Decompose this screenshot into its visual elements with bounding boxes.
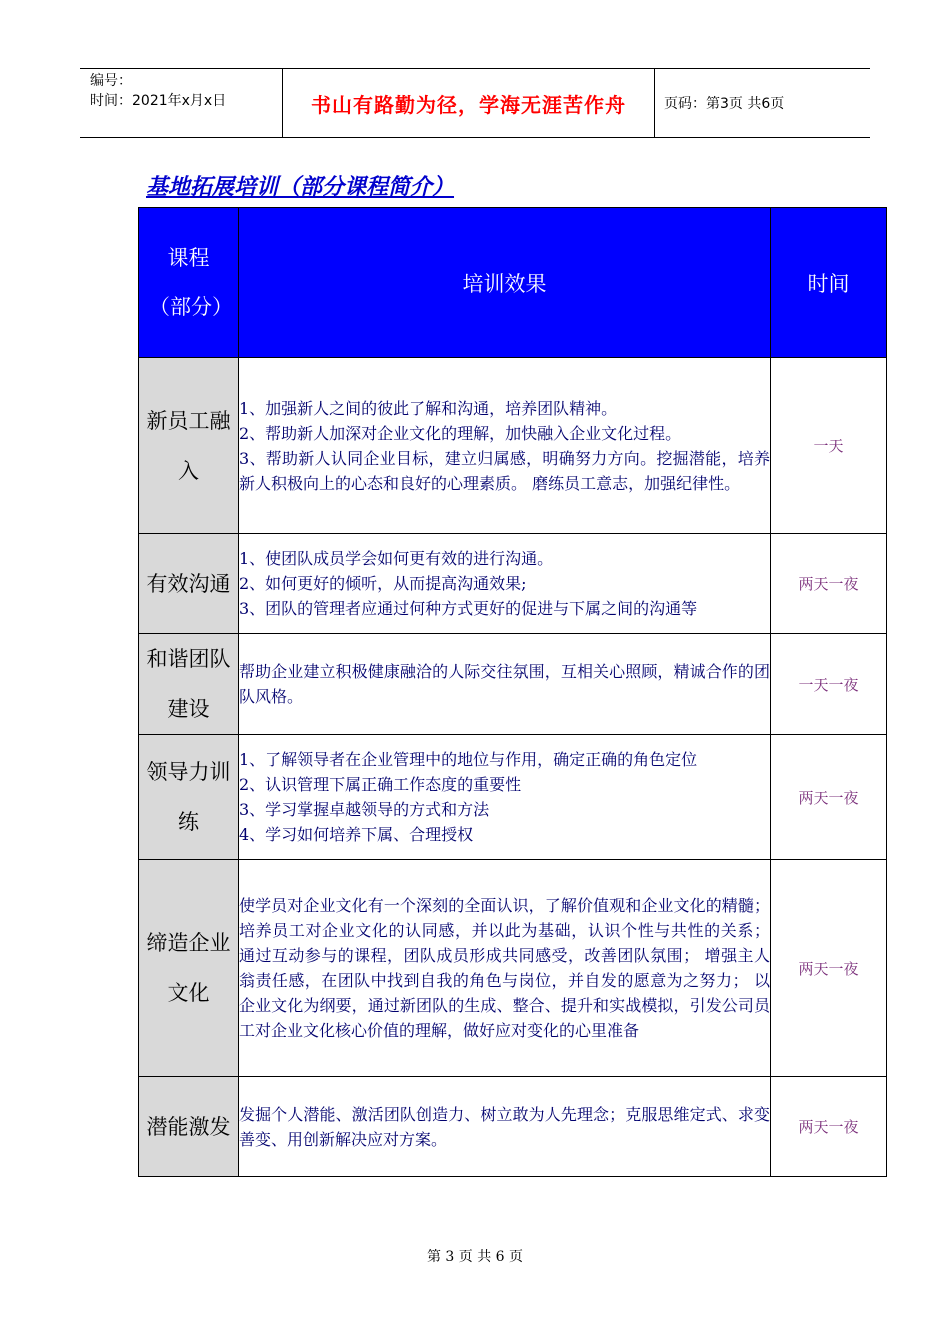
table-row bbox=[139, 358, 887, 534]
course-duration: 两天一夜 bbox=[771, 534, 887, 634]
course-effect bbox=[239, 534, 771, 634]
effect-line: 使学员对企业文化有一个深刻的全面认识，了解价值观和企业文化的精髓； 培养员工对企业文化的认同感，并以此为基础，认识个性与共性的关系； 通过互动参与的课程，团队成员形成共同感受，改善团队氛围； 增强主人翁责任感，在团队中找到自我的角色与岗位，并自发的愿意为之努力； 以企业文化为纲要，通过新团队的生成、整合、提升和实战模拟，引发公司员工对企业文化核心价值的理解，做好应对变化的心里准备 bbox=[239, 896, 770, 1040]
course-duration: 两天一夜 bbox=[771, 860, 887, 1077]
effect-line: 发掘个人潜能、激活团队创造力、树立敢为人先理念；克服思维定式、求变善变、用创新解决应对方案。 bbox=[239, 1104, 770, 1149]
page-footer: 第 3 页 共 6 页 bbox=[426, 1249, 524, 1265]
effect-line: 2、帮助新人加深对企业文化的理解，加快融入企业文化过程。 bbox=[239, 423, 682, 443]
header-divider bbox=[654, 69, 655, 137]
header-time: 时间 bbox=[771, 208, 887, 358]
table-row bbox=[139, 1077, 887, 1177]
effect-line: 4、学习如何培养下属、合理授权 bbox=[239, 825, 474, 844]
course-duration: 一天一夜 bbox=[771, 634, 887, 735]
header-motto: 书山有路勤为径，学海无涯苦作舟 bbox=[311, 92, 626, 117]
course-table bbox=[138, 207, 887, 1177]
course-name: 有效沟通 bbox=[139, 534, 239, 634]
course-effect bbox=[239, 860, 771, 1077]
course-name: 新员工融入 bbox=[139, 358, 239, 534]
effect-line: 2、如何更好的倾听，从而提高沟通效果; bbox=[239, 574, 527, 593]
course-name: 缔造企业文化 bbox=[139, 860, 239, 1077]
course-name: 领导力训练 bbox=[139, 735, 239, 860]
header-meta bbox=[90, 71, 280, 111]
course-duration: 两天一夜 bbox=[771, 735, 887, 860]
table-row bbox=[139, 735, 887, 860]
effect-line: 3、团队的管理者应通过何种方式更好的促进与下属之间的沟通等 bbox=[239, 599, 698, 618]
document-title: 基地拓展培训（部分课程简介） bbox=[146, 174, 455, 200]
course-name: 潜能激发 bbox=[139, 1077, 239, 1177]
course-effect bbox=[239, 634, 771, 735]
table-row bbox=[139, 860, 887, 1077]
effect-line: 3、学习掌握卓越领导的方式和方法 bbox=[239, 800, 490, 819]
effect-line: 帮助企业建立积极健康融洽的人际交往氛围，互相关心照顾，精诚合作的团队风格。 bbox=[239, 662, 770, 706]
course-effect bbox=[239, 1077, 771, 1177]
page-header bbox=[80, 68, 870, 138]
header-effect: 培训效果 bbox=[239, 208, 771, 358]
table-body bbox=[139, 358, 887, 1177]
table-row bbox=[139, 634, 887, 735]
effect-line: 2、认识管理下属正确工作态度的重要性 bbox=[239, 775, 522, 794]
effect-line: 1、加强新人之间的彼此了解和沟通，培养团队精神。 bbox=[239, 398, 618, 418]
header-course: 课程（部分） bbox=[139, 208, 239, 358]
course-duration: 一天 bbox=[771, 358, 887, 534]
header-date: 时间：2021年x月x日 bbox=[90, 93, 227, 109]
effect-line: 1、使团队成员学会如何更有效的进行沟通。 bbox=[239, 549, 554, 568]
course-effect bbox=[239, 358, 771, 534]
course-effect bbox=[239, 735, 771, 860]
effect-line: 1、了解领导者在企业管理中的地位与作用，确定正确的角色定位 bbox=[239, 750, 698, 769]
header-page-number: 页码：第3页 共6页 bbox=[664, 96, 785, 112]
effect-line: 3、帮助新人认同企业目标，建立归属感，明确努力方向。挖掘潜能，培养新人积极向上的心态和良好的心理素质。 磨练员工意志，加强纪律性。 bbox=[239, 448, 770, 493]
table-row bbox=[139, 534, 887, 634]
header-number: 编号： bbox=[90, 73, 132, 89]
course-name: 和谐团队建设 bbox=[139, 634, 239, 735]
course-duration: 两天一夜 bbox=[771, 1077, 887, 1177]
table-header-row bbox=[139, 208, 887, 358]
